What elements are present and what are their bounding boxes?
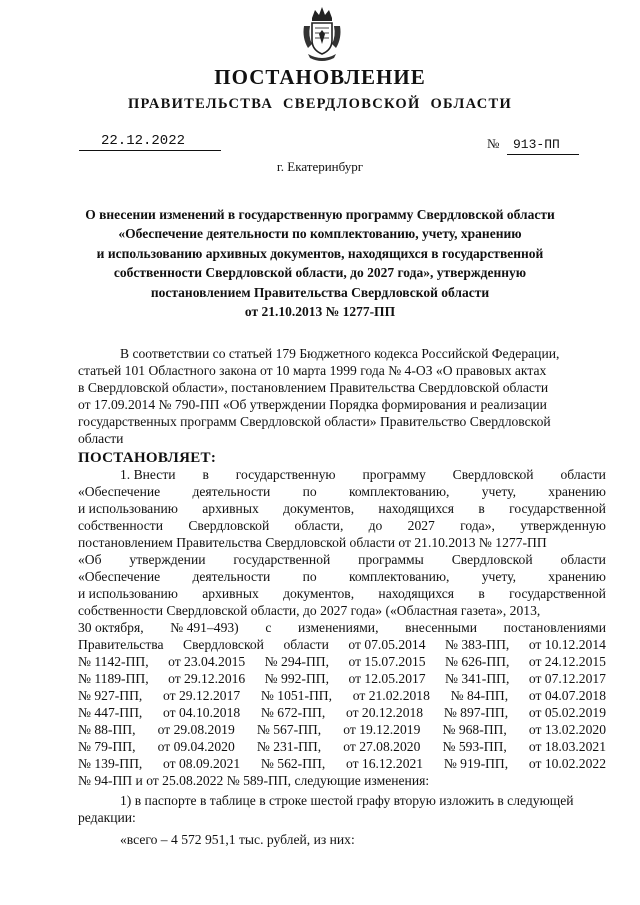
item-1-line: [78, 500, 606, 517]
word: № 968-ПП,: [442, 722, 507, 737]
word: области: [283, 637, 329, 652]
word: хранению: [548, 484, 606, 499]
word: комплектованию,: [348, 569, 450, 584]
word: документов,: [283, 501, 355, 516]
word: от 12.05.2017: [348, 671, 426, 686]
word: области,: [294, 518, 344, 533]
word: № 992-ПП,: [264, 671, 329, 686]
heading-line: постановлением Правительства Свердловской области: [150, 284, 490, 300]
preamble-line: государственных программ Свердловской области» Правительство Свердловской: [78, 414, 551, 429]
word: 1. Внести: [120, 467, 176, 482]
word: комплектованию,: [348, 484, 450, 499]
word: Свердловской: [183, 637, 264, 652]
word: программы: [358, 552, 424, 567]
word: изменениями,: [298, 620, 379, 635]
word: утверждении: [129, 552, 206, 567]
word: и использованию: [78, 586, 178, 601]
preamble-line: статьей 101 Областного закона от 10 марта 1999 года № 4-ОЗ «О правовых актах: [78, 363, 547, 378]
word: собственности: [78, 518, 164, 533]
word: от 19.12.2019: [343, 722, 421, 737]
item-1-line: собственности Свердловской области, до 2027 года» («Областная газета», 2013,: [78, 603, 541, 618]
resolution-keyword: ПОСТАНОВЛЯЕТ:: [78, 450, 217, 466]
quote-paragraph: [78, 831, 606, 848]
word: от 21.02.2018: [352, 688, 430, 703]
document-heading: [70, 205, 570, 321]
word: учету,: [481, 569, 516, 584]
word: постановлениями: [503, 620, 606, 635]
word: № 1051-ПП,: [260, 688, 333, 703]
preamble-line: в Свердловской области», постановлением Правительства Свердловской области: [78, 380, 549, 395]
word: № 626-ПП,: [445, 654, 510, 669]
subitem-1-line: 1) в паспорте в таблице в строке шестой графу вторую изложить в следующей: [120, 793, 574, 808]
word: Свердловской: [451, 552, 533, 567]
word: Свердловской: [188, 518, 270, 533]
heading-line: собственности Свердловской области, до 2027 года», утвержденную: [113, 265, 527, 281]
word: архивных: [202, 501, 259, 516]
item-1-line: [78, 738, 606, 755]
word: от 07.05.2014: [348, 637, 426, 652]
word: государственную: [235, 467, 336, 482]
word: № 491–493): [170, 620, 239, 635]
word: от 10.02.2022: [528, 756, 606, 771]
document-title: ПОСТАНОВЛЕНИЕ: [214, 65, 426, 89]
word: от 23.04.2015: [168, 654, 246, 669]
word: № 927-ПП,: [78, 688, 143, 703]
word: государственной: [509, 586, 606, 601]
word: Правительства: [78, 637, 164, 652]
word: «Обеспечение: [78, 569, 161, 584]
word: № 79-ПП,: [78, 739, 136, 754]
word: архивных: [202, 586, 259, 601]
item-1-line: [78, 704, 606, 721]
item-1-line: [78, 483, 606, 500]
item-1-line: [78, 653, 606, 670]
word: от 08.09.2021: [163, 756, 241, 771]
item-1-line: [78, 721, 606, 738]
document-number: 913-ПП: [507, 136, 579, 155]
heading-line: О внесении изменений в государственную программу Свердловской области: [85, 207, 555, 222]
word: в: [202, 467, 209, 482]
heading-line: и использованию архивных документов, находящихся в государственной: [96, 245, 544, 261]
word: № 897-ПП,: [443, 705, 509, 720]
word: № 593-ПП,: [442, 739, 507, 754]
word: от 29.08.2019: [157, 722, 235, 737]
word: по: [302, 484, 317, 499]
item-1-line: [78, 755, 606, 772]
word: от 24.12.2015: [528, 654, 606, 669]
word: № 919-ПП,: [443, 756, 509, 771]
word: и использованию: [78, 501, 178, 516]
word: № 1142-ПП,: [78, 654, 149, 669]
word: № 84-ПП,: [450, 688, 509, 703]
word: от 16.12.2021: [345, 756, 424, 771]
item-1-line: постановлением Правительства Свердловской области от 21.10.2013 № 1277-ПП: [78, 535, 547, 550]
preamble-line: области: [78, 431, 124, 446]
word: 30 октября,: [78, 620, 144, 635]
word: № 447-ПП,: [78, 705, 143, 720]
word: находящихся: [378, 586, 455, 601]
word: государственной: [509, 501, 606, 516]
word: от 13.02.2020: [528, 722, 606, 737]
word: Свердловской: [452, 467, 534, 482]
word: с: [265, 620, 272, 635]
word: от 27.08.2020: [343, 739, 421, 754]
word: года»,: [460, 518, 495, 533]
word: программу: [362, 467, 426, 482]
item-1-line: [78, 568, 606, 585]
item-1-line: [78, 517, 606, 534]
word: № 1189-ПП,: [78, 671, 149, 686]
word: от 04.07.2018: [528, 688, 606, 703]
word: от 05.02.2019: [528, 705, 606, 720]
coat-of-arms-icon: [300, 4, 344, 62]
number-sign: №: [487, 136, 500, 151]
heading-line: «Обеспечение деятельности по комплектованию, учету, хранению: [118, 226, 522, 242]
word: до: [368, 518, 383, 533]
issuer-name: ПРАВИТЕЛЬСТВА СВЕРДЛОВСКОЙ ОБЛАСТИ: [127, 96, 513, 112]
word: № 567-ПП,: [256, 722, 322, 737]
quote-line: «всего – 4 572 951,1 тыс. рублей, из них:: [120, 832, 355, 847]
subitem-1-paragraph: [78, 792, 606, 826]
subitem-1-line: редакции:: [78, 810, 136, 825]
word: в: [478, 586, 485, 601]
word: от 10.12.2014: [528, 637, 606, 652]
word: № 88-ПП,: [78, 722, 136, 737]
word: по: [302, 569, 317, 584]
item-1-line: [78, 636, 606, 653]
document-number-block: [487, 135, 579, 155]
word: государственной: [233, 552, 331, 567]
word: документов,: [283, 586, 355, 601]
word: от 04.10.2018: [163, 705, 241, 720]
word: хранению: [548, 569, 606, 584]
word: № 294-ПП,: [264, 654, 329, 669]
word: находящихся: [378, 501, 455, 516]
word: № 341-ПП,: [445, 671, 510, 686]
word: области: [560, 467, 606, 482]
word: в: [478, 501, 485, 516]
word: утвержденную: [520, 518, 606, 533]
word: «Об: [78, 552, 102, 567]
item-1-line: [78, 551, 606, 568]
word: от 07.12.2017: [528, 671, 606, 686]
word: № 139-ПП,: [78, 756, 143, 771]
heading-line: от 21.10.2013 № 1277-ПП: [244, 304, 396, 320]
word: от 15.07.2015: [348, 654, 426, 669]
word: деятельности: [192, 569, 271, 584]
item-1-line: [78, 585, 606, 602]
city-name: г. Екатеринбург: [276, 159, 364, 174]
item-1-paragraph: [78, 466, 606, 789]
word: области: [560, 552, 606, 567]
word: от 18.03.2021: [528, 739, 606, 754]
word: № 383-ПП,: [445, 637, 510, 652]
word: от 20.12.2018: [345, 705, 424, 720]
item-1-line: [78, 670, 606, 687]
document-date: 22.12.2022: [79, 132, 221, 151]
word: от 29.12.2016: [168, 671, 246, 686]
word: деятельности: [192, 484, 271, 499]
word: внесенными: [405, 620, 477, 635]
word: от 29.12.2017: [163, 688, 241, 703]
word: № 672-ПП,: [260, 705, 326, 720]
word: 2027: [407, 518, 435, 533]
preamble-line: от 17.09.2014 № 790-ПП «Об утверждении Порядка формирования и реализации: [78, 397, 547, 412]
preamble-line: В соответствии со статьей 179 Бюджетного кодекса Российской Федерации,: [120, 346, 560, 361]
word: № 231-ПП,: [256, 739, 322, 754]
item-1-line: [78, 687, 606, 704]
word: от 09.04.2020: [157, 739, 235, 754]
word: № 562-ПП,: [260, 756, 326, 771]
item-1-line: [78, 619, 606, 636]
item-1-line: № 94-ПП и от 25.08.2022 № 589-ПП, следующие изменения:: [78, 773, 430, 788]
preamble-paragraph: [78, 345, 606, 447]
word: учету,: [481, 484, 516, 499]
item-1-line: [78, 466, 606, 483]
word: «Обеспечение: [78, 484, 161, 499]
